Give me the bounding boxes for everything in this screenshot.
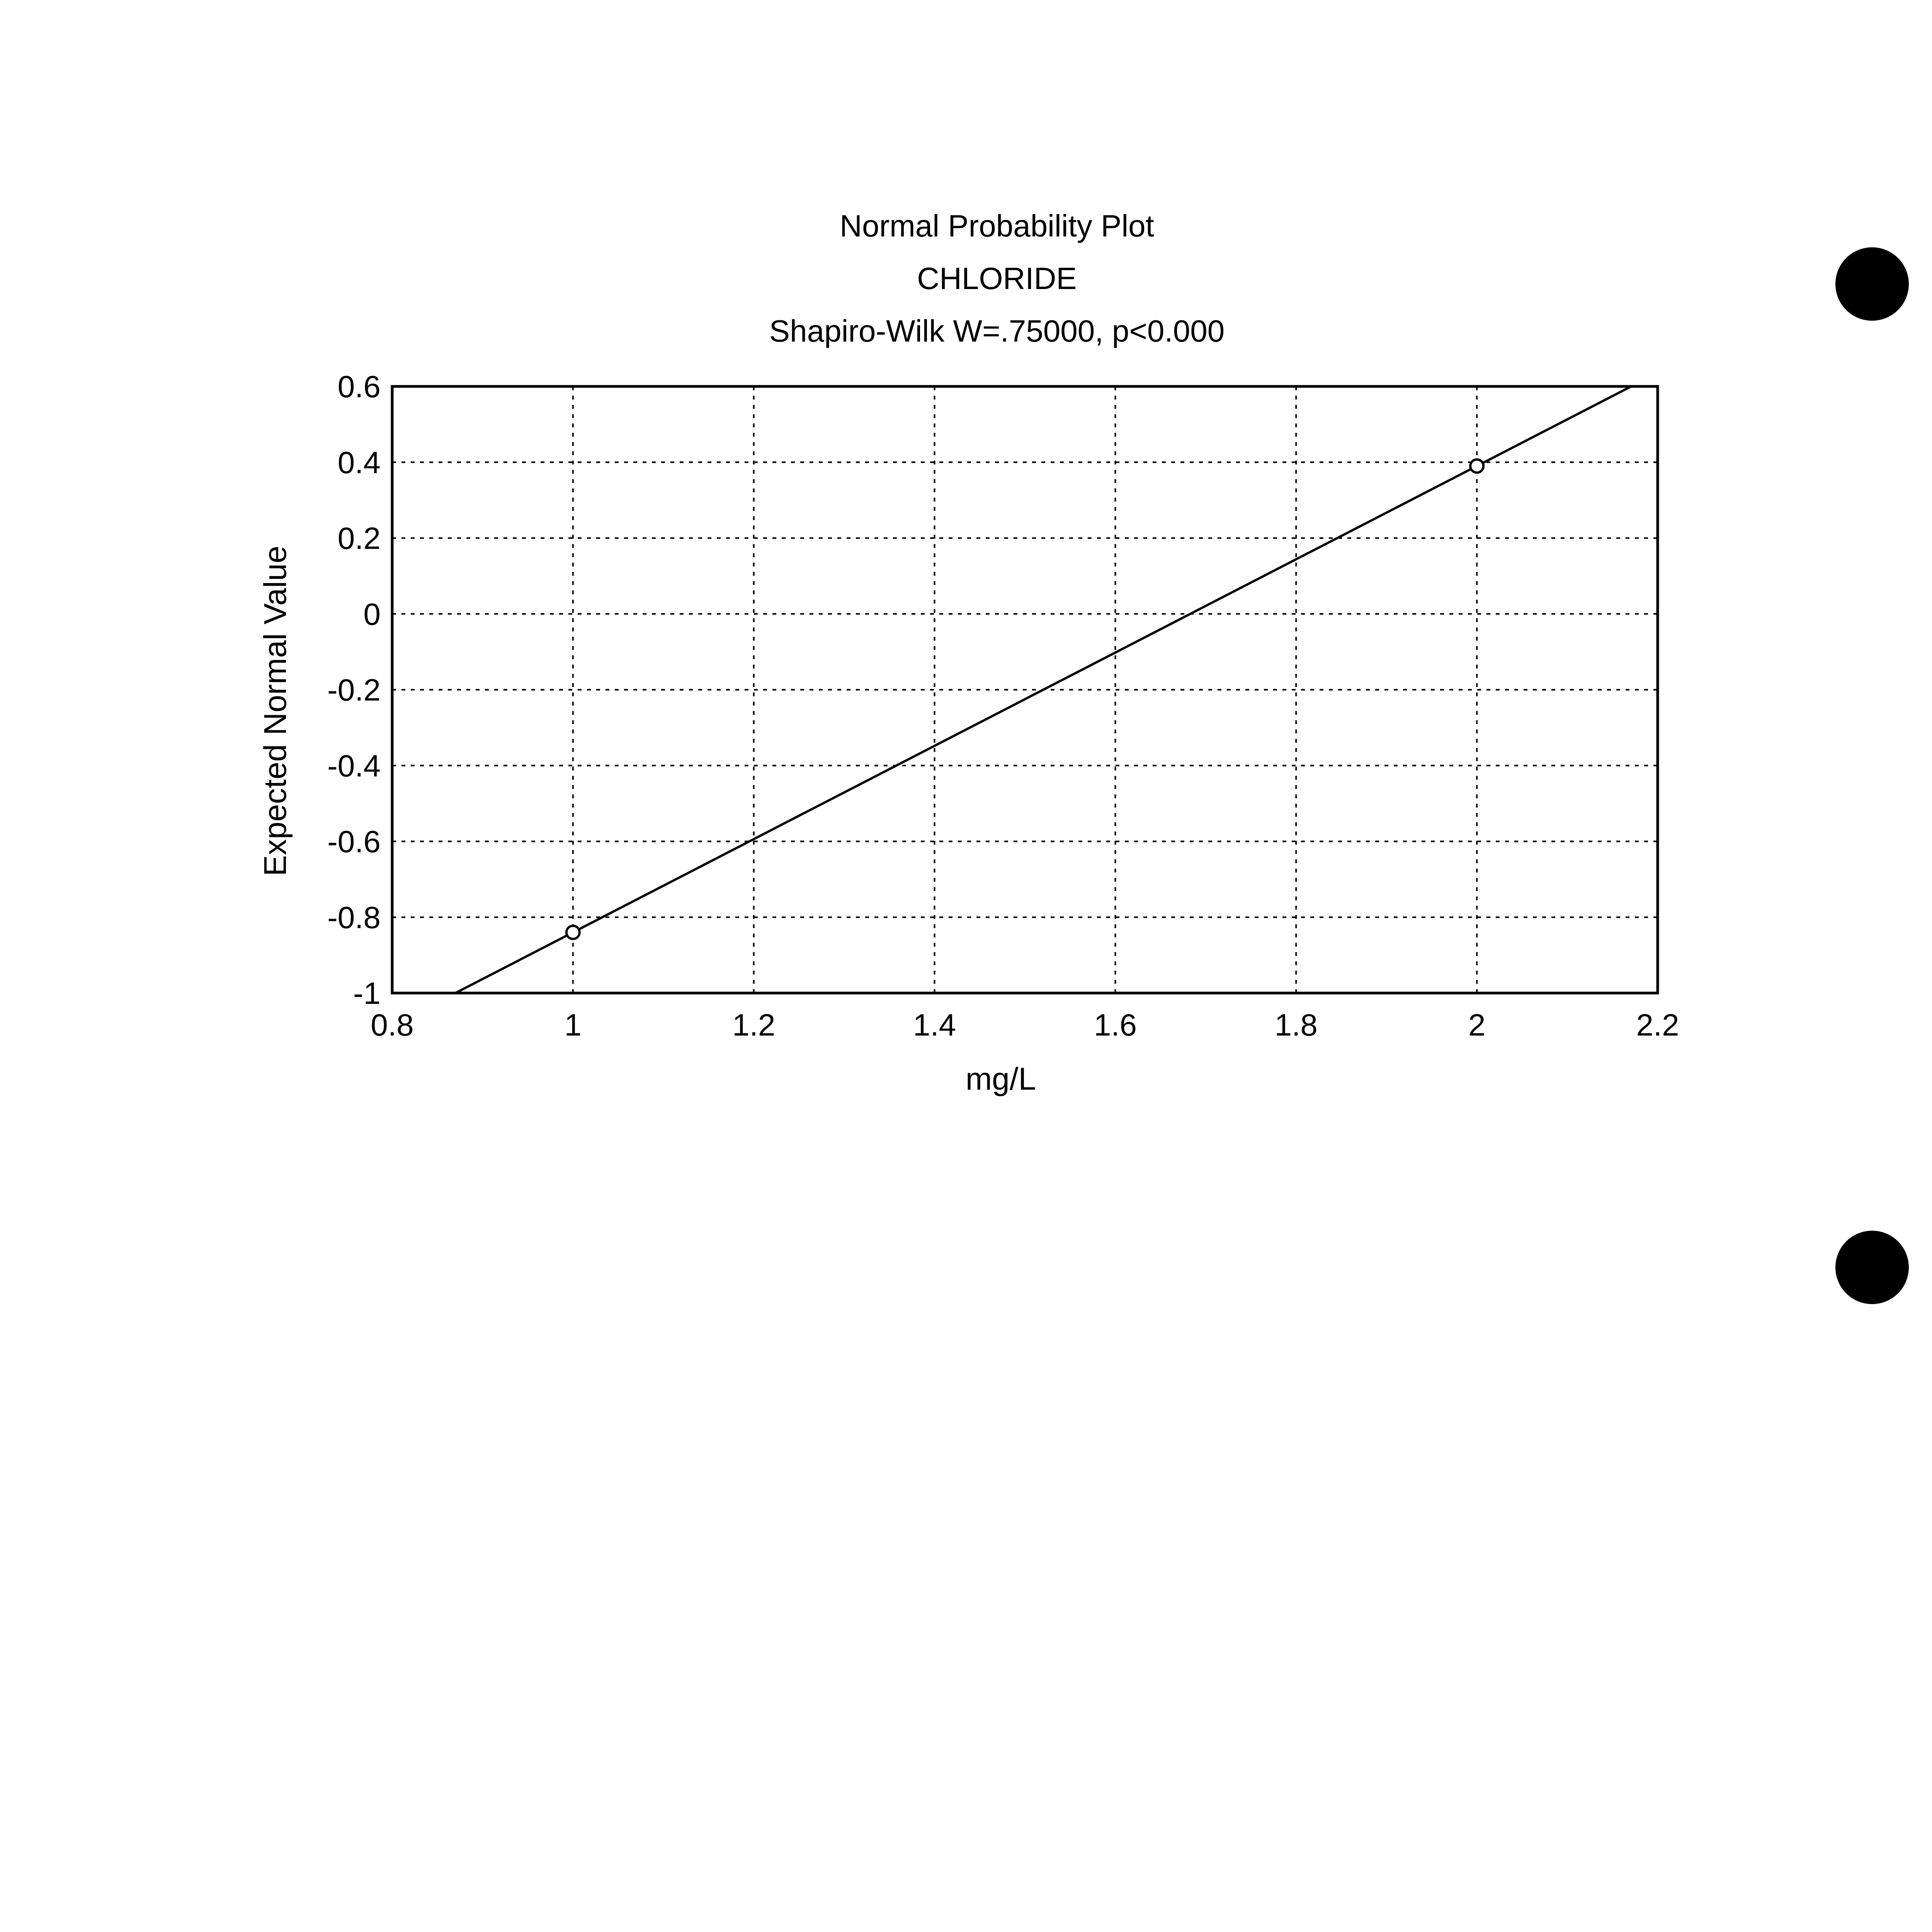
x-tick-label: 2.2: [1636, 1008, 1679, 1042]
y-tick-label: 0.4: [337, 445, 381, 480]
y-tick-label: -1: [353, 976, 381, 1010]
grid-lines: [392, 386, 1658, 993]
x-tick-label: 1.2: [732, 1008, 776, 1042]
y-tick-label: -0.4: [327, 748, 381, 783]
y-tick-label: 0: [363, 597, 381, 631]
y-axis-label: Expected Normal Value: [258, 546, 293, 876]
data-point: [566, 926, 580, 939]
punch-hole-top: [1835, 247, 1909, 321]
punch-hole-middle: [1835, 1231, 1909, 1304]
y-tick-label: -0.6: [327, 824, 381, 859]
x-tick-label: 1: [564, 1008, 582, 1042]
x-tick-label: 1.8: [1274, 1008, 1318, 1042]
fit-line: [456, 386, 1631, 993]
chart-title: Normal Probability Plot: [840, 209, 1154, 243]
y-tick-label: 0.2: [337, 521, 381, 556]
chart-statistic: Shapiro-Wilk W=.75000, p<0.000: [769, 314, 1225, 348]
x-tick-labels: [371, 1008, 1679, 1042]
x-tick-label: 2: [1468, 1008, 1486, 1042]
fit-line-layer: [456, 386, 1631, 993]
x-tick-label: 1.4: [913, 1008, 956, 1042]
x-tick-label: 1.6: [1094, 1008, 1137, 1042]
y-tick-label: -0.8: [327, 900, 381, 935]
x-axis-label: mg/L: [965, 1061, 1036, 1097]
y-tick-label: 0.6: [337, 369, 381, 404]
data-point: [1470, 459, 1483, 473]
chart-subtitle: CHLORIDE: [917, 261, 1077, 296]
x-tick-label: 0.8: [371, 1008, 414, 1042]
y-tick-labels: [327, 369, 381, 1010]
y-tick-label: -0.2: [327, 673, 381, 707]
